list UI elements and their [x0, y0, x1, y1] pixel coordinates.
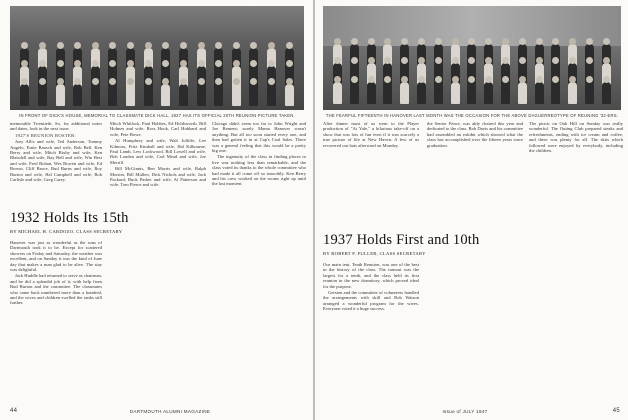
paragraph: Our main tent, Tenth Reunion, was one of the best in the history of the class. The turnout was the largest for a tenth, and the class held its first reunion in the new dormitory, which proved ideal for the purpose. — [323, 262, 419, 289]
paragraph: Bill McGinnis, Ben Morris and wife, Ralph Morton, Bill Mullen, Dick Nichols and wife, Jack Packard, Buck Parker and wife, Al Patterson and wife, Tom Pierce and wife. — [110, 166, 206, 188]
article-headline: 1932 Holds Its 15th — [10, 210, 129, 226]
reunion-photo-1932 — [323, 6, 621, 110]
article-column-2 — [110, 121, 206, 404]
paragraph: Jack Huddle had returned to serve as chairman, and he did a splendid job of it, with help from Bud Burton and the committee. The classmates who came back numbered more than a hundred, and the wives and children swelled the ranks still further. — [10, 273, 102, 306]
photo-caption: THE FEARFUL FIFTEENTH IN HANOVER LAST MONTH WAS THE OCCASION FOR THE ABOVE DAGUERREOTYPE OF REUNING '32-ERS. — [325, 113, 619, 118]
right-page — [315, 0, 628, 420]
paragraph: Al Humphrey and wife, Walt Jolliffe, Lee Kilmoss, Fritz Kimball and wife, Hal Kilbourne, Paul Lamb, Lew Lockwood, Bill Lowell and wife, Bob Louden and wife, Carl Mead and wife, Joe Merrill. — [110, 138, 206, 165]
paragraph: Hanover was just as wonderful as the sons of Dartmouth took it to be. Except for scattered showers on Friday and Saturday, the weather was excellent, and on Sunday it was the kind of June day that makes a man glad to be alive. The stay was delightful. — [10, 240, 102, 273]
article-byline: BY ROBERT P. FULLER, CLASS SECRETARY — [323, 251, 426, 256]
paragraph: memorable Twentieth. So, for additional notes and dates, look in the next issue. — [10, 121, 102, 132]
article-column-3 — [529, 121, 623, 404]
paragraph: The ingenuity of the class in finding places to live was nothing less than remarkable, and the class voted its thanks to the whole committee who had made it all come off so smoothly. Ken Berry and his crew worked on the rooms right up until the last moment. — [212, 154, 306, 187]
section-heading: 1927'S REUNION ROSTER: — [15, 132, 77, 138]
paragraph: After dinner most of us went to the Player production of "At Yale," a hilarious take-off on a show that was lots of fun even if it was scarcely a true picture of life at New Haven. A few of us recovered our hats afterward on Monday. — [323, 121, 419, 148]
paragraph: the Senior Fence, was ably chaired this year and dedicated to the class. Bob Davis and his committee had assembled an exhibit which showed what the class has accomplished over the fifteen years since graduation. — [427, 121, 523, 148]
reunion-photo-1927 — [10, 6, 304, 110]
article-headline: 1937 Holds First and 10th — [323, 232, 480, 248]
article-byline: BY MICHAEL H. CARDOZO, CLASS SECRETARY — [10, 229, 123, 234]
paragraph: Gersten and the committee of volunteers handled the arrangements with skill and Bob Watson arranged a wonderful program for the wives. Everyone voted it a huge success. — [323, 290, 419, 312]
article-body — [323, 262, 419, 404]
article-body — [10, 240, 102, 404]
paragraph: Joey Allis and wife, Ted Anderson, Tommy Angelo, Ernie Bausch and wife, Bob Bell, Ken Berry and wife, Mitch Bixby and wife, Ken Blaisdell and wife, Ray Bell and wife, Win Best and wife, Fred Bohan, Wes Bowen and wife, Ed Brown, Cliff Bruce, Bud Burns and wife, Roy Burton and wife, Hal Campbell and wife, Bob Carlisle and wife, Greg Carey. — [10, 139, 102, 183]
article-column-2 — [427, 121, 523, 404]
left-page — [0, 0, 313, 420]
article-column-3 — [212, 121, 306, 404]
paragraph: The picnic on Oak Hill on Sunday was really wonderful. The Outing Club prepared steaks and refreshments, ending with ice cream and coffee, and there was plenty for all. The skits which followed were enjoyed by everybody, including the children. — [529, 121, 623, 154]
footer-page-number: 44 — [10, 408, 18, 414]
footer-page-number: 45 — [612, 408, 620, 414]
article-column-1 — [323, 121, 419, 225]
footer-magazine-title: DARTMOUTH ALUMNI MAGAZINE — [129, 409, 211, 414]
paragraph: Mitch Whitlock, Paul Hobbes, Ed Holdsworth, Bill Holmes and wife, Ross Hook, Carl Hubbard and wife, Pete Howe. — [110, 121, 206, 137]
paragraph: Chicago didn't seem too far to John Wright and Joe Bement; surely Mama Hanover wasn't anything. But all too soon started every one, and then had gotten it in at Cap's Coal Sales. There was a general feeling that this would be a pretty big one. — [212, 121, 306, 154]
footer-issue-title: Issue of JULY 1947 — [442, 409, 488, 414]
photo-caption: IN FRONT OF DICK'S HOUSE, MEMORIAL TO CLASSMATE DICK HALL, 1927 HAS ITS OFFICIAL 20TH REUNION PICTURE TAKEN. — [19, 113, 295, 118]
